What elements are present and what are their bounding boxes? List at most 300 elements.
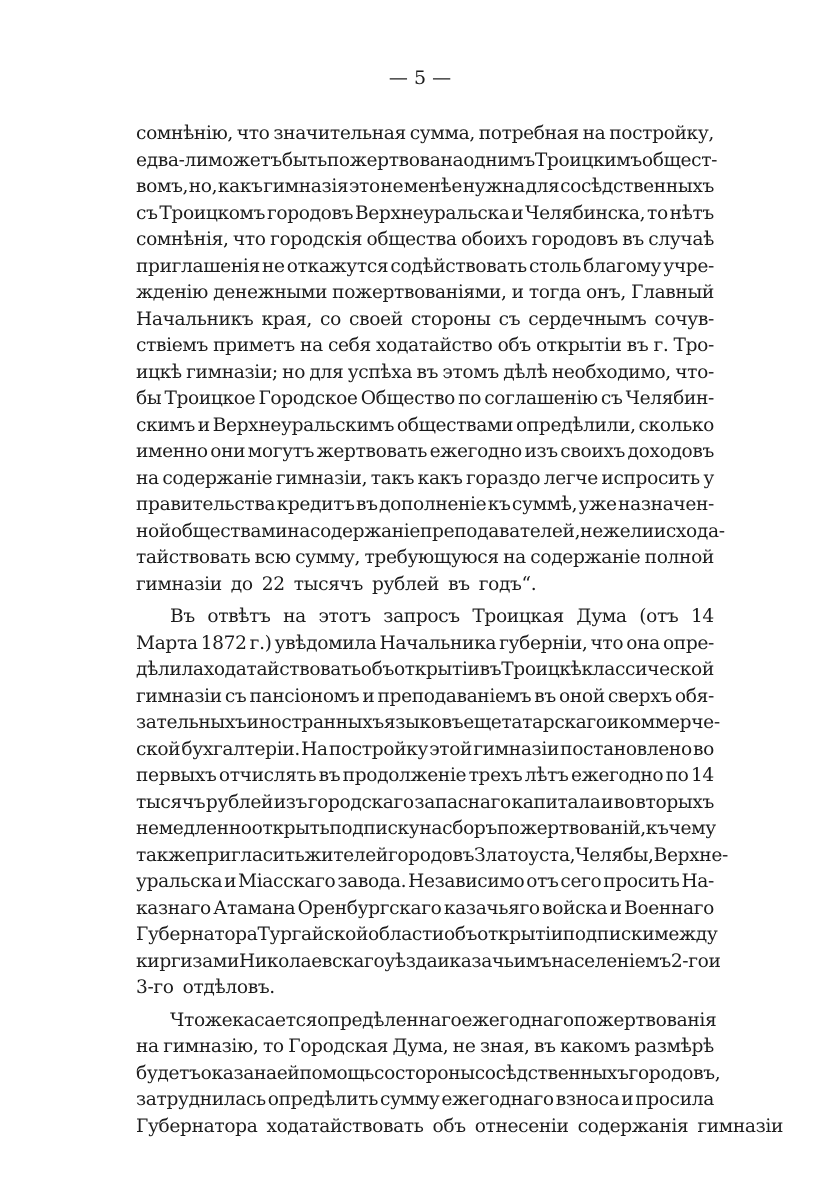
- word: и: [511, 282, 524, 303]
- word: сосѣдственныхъ: [474, 1062, 629, 1084]
- word: сочув-: [654, 308, 714, 330]
- word: открытіи: [393, 659, 480, 680]
- word: Главный: [631, 282, 714, 303]
- word: обществами: [170, 520, 288, 542]
- word: казачьяго: [443, 897, 540, 919]
- word: то: [647, 202, 668, 224]
- text-line: [136, 737, 714, 764]
- word: правительства: [136, 494, 276, 515]
- word: едва-ли: [136, 149, 209, 171]
- word: и: [609, 897, 622, 919]
- word: губерніи,: [499, 632, 588, 654]
- text-line: [136, 896, 714, 923]
- word: ходатайство: [376, 335, 493, 356]
- word: Губернатора: [136, 1115, 258, 1137]
- text-line: [136, 121, 714, 148]
- word: дополненіе: [379, 494, 487, 515]
- text-line: [136, 360, 714, 387]
- word: Оренбургскаго: [297, 897, 442, 919]
- word: дѣлѣ: [503, 361, 548, 383]
- word: продолженіе: [342, 765, 467, 786]
- word: подписку: [329, 818, 420, 839]
- text-line: [136, 869, 714, 896]
- word: городовъ: [266, 202, 354, 224]
- text-line: [136, 1008, 717, 1035]
- word: городовъ: [531, 229, 618, 250]
- word: Общество: [360, 388, 456, 409]
- word: во: [692, 738, 714, 760]
- word: просила: [635, 1089, 714, 1110]
- word: по: [458, 388, 482, 409]
- word: постройку,: [609, 123, 714, 144]
- word: объ: [360, 659, 394, 680]
- text-line: [136, 545, 714, 572]
- word: г.: [653, 335, 669, 356]
- word: жденію: [136, 282, 208, 303]
- word: Міасскаго: [238, 871, 336, 892]
- word: и: [197, 414, 210, 436]
- word: запросъ: [383, 606, 460, 627]
- word: обя-: [674, 685, 714, 707]
- word: нѣтъ: [669, 202, 714, 224]
- word: гимназію,: [163, 1036, 259, 1057]
- word: открытіи: [535, 335, 622, 356]
- word: что-: [675, 361, 714, 383]
- word: пожертвованіями,: [332, 282, 507, 303]
- text-line: [136, 519, 725, 546]
- word: 1872: [200, 632, 247, 654]
- text-line: [136, 227, 714, 254]
- word: зательныхъ: [136, 712, 247, 733]
- word: зная,: [480, 1036, 530, 1057]
- word: къ: [487, 494, 511, 515]
- word: потребная: [478, 123, 579, 144]
- word: этомъ: [442, 361, 499, 383]
- word: могутъ: [247, 441, 315, 462]
- word: содержаніе: [310, 520, 421, 542]
- word: объ: [443, 924, 478, 945]
- word: оказана: [200, 1062, 277, 1084]
- word: сего: [560, 871, 602, 892]
- word: постройку: [328, 738, 429, 760]
- word: завода.: [337, 871, 407, 892]
- word: нужна: [462, 176, 525, 197]
- word: тогда: [528, 282, 581, 303]
- word: что: [232, 229, 266, 250]
- word: обществами: [396, 414, 514, 436]
- word: въ: [448, 573, 470, 595]
- word: Троицкое: [164, 388, 256, 409]
- word: коммерче-: [618, 712, 720, 733]
- word: на: [283, 606, 306, 627]
- text-line: [136, 763, 714, 790]
- word: отдѣловъ.: [182, 977, 275, 998]
- word: постановлено: [560, 738, 692, 760]
- word: Въ: [170, 606, 195, 627]
- word: открыть: [251, 818, 330, 839]
- word: стороны: [394, 1062, 475, 1084]
- word: она: [626, 632, 660, 654]
- word: Тургайской: [257, 924, 369, 945]
- word: нежели: [580, 520, 654, 542]
- word: вомъ,: [136, 176, 189, 197]
- word: Марта: [136, 632, 198, 654]
- word: исхода-: [653, 520, 725, 542]
- word: Челябы,: [575, 844, 654, 866]
- word: себя: [327, 335, 371, 356]
- word: лѣтъ: [524, 765, 569, 786]
- word: и: [437, 950, 450, 972]
- word: городскаго: [307, 791, 414, 813]
- word: трехъ: [468, 765, 523, 786]
- text-line: [136, 201, 714, 228]
- word: гимназіи,: [275, 467, 368, 489]
- word: на: [419, 818, 443, 839]
- word: сумму: [379, 1089, 440, 1110]
- word: и: [708, 950, 721, 972]
- word: въ: [479, 659, 502, 680]
- word: суммѣ,: [511, 494, 578, 515]
- word: Дума,: [392, 1036, 449, 1057]
- word: сомнѣнію,: [136, 123, 233, 144]
- word: 14: [690, 765, 714, 786]
- text-line: [136, 254, 714, 281]
- word: изъ: [273, 791, 308, 813]
- word: сумму,: [295, 547, 361, 568]
- word: Губернатора: [136, 924, 258, 945]
- word: городскія: [270, 229, 363, 250]
- word: тысячъ: [136, 791, 206, 813]
- word: на: [136, 1036, 159, 1057]
- word: Троицкѣ: [501, 659, 582, 680]
- word: Что: [170, 1009, 205, 1031]
- word: тайствовать: [136, 547, 251, 568]
- word: соглашенію: [484, 388, 598, 409]
- text-line: [136, 816, 714, 843]
- word: преподаваніемъ: [377, 685, 532, 707]
- word: опредѣленнаго: [317, 1009, 462, 1031]
- page-number: — 5 —: [388, 67, 452, 89]
- text-line: [136, 466, 714, 493]
- text-line: [136, 1114, 784, 1141]
- word: до: [230, 573, 253, 595]
- word: именно: [136, 441, 208, 462]
- word: своей: [349, 308, 403, 330]
- word: онъ,: [586, 282, 626, 303]
- word: легче: [543, 467, 598, 489]
- word: на: [582, 123, 606, 144]
- word: отчислять: [218, 765, 317, 786]
- word: края,: [261, 308, 312, 330]
- word: взноса: [555, 1089, 620, 1110]
- word: содѣйствовать: [390, 255, 527, 277]
- word: въ: [416, 361, 439, 383]
- word: уже: [578, 494, 617, 515]
- word: то: [262, 1036, 284, 1057]
- word: гораздо: [465, 467, 541, 489]
- word: на: [503, 547, 526, 568]
- text-line: [136, 1034, 714, 1061]
- word: пансіономъ: [249, 685, 360, 707]
- word: 14: [690, 606, 714, 627]
- word: увѣдомила: [274, 632, 377, 654]
- word: Атамана: [213, 897, 296, 919]
- word: жертвовать: [316, 441, 428, 462]
- word: тысячъ: [293, 573, 363, 595]
- word: сомнѣнія,: [136, 229, 229, 250]
- word: но: [282, 361, 306, 383]
- word: Военнаго: [624, 897, 714, 919]
- text-line: [136, 492, 714, 519]
- word: ежегоднаго: [441, 1089, 554, 1110]
- word: На: [301, 738, 328, 760]
- word: казнаго: [136, 897, 211, 919]
- text-line: [136, 922, 718, 949]
- word: быть: [281, 149, 327, 171]
- word: ежегодно: [570, 765, 664, 786]
- word: преподавателей,: [420, 520, 581, 542]
- word: пожертвованія: [573, 1009, 717, 1031]
- word: и: [511, 202, 524, 224]
- text-line: [136, 710, 720, 737]
- word: капитала: [511, 791, 601, 813]
- word: отвѣтъ: [207, 606, 271, 627]
- text-line: [136, 439, 714, 466]
- word: и: [362, 685, 375, 707]
- word: гимназіи: [697, 1115, 784, 1137]
- word: опредѣлили,: [516, 414, 636, 436]
- word: иностранныхъ: [246, 712, 384, 733]
- word: что: [236, 123, 270, 144]
- word: на: [136, 467, 159, 489]
- word: какомъ: [560, 1036, 630, 1057]
- word: дѣлила: [136, 659, 204, 680]
- word: испросить: [601, 467, 700, 489]
- word: учре-: [663, 255, 714, 277]
- word: же: [204, 1009, 233, 1031]
- word: запаснаго: [414, 791, 511, 813]
- word: успѣха: [347, 361, 413, 383]
- word: значительная: [273, 123, 406, 144]
- word: Златоуста,: [474, 844, 576, 866]
- word: ежегодно: [429, 441, 522, 462]
- word: приметъ: [213, 335, 295, 356]
- text-line: [136, 1061, 721, 1088]
- word: въ: [356, 494, 378, 515]
- word: сверхъ: [607, 685, 672, 707]
- word: они: [210, 441, 246, 462]
- word: Тро-: [673, 335, 714, 356]
- word: содержаніе: [530, 547, 641, 568]
- word: скимъ: [136, 414, 195, 436]
- word: можетъ: [208, 149, 282, 171]
- word: благому: [583, 255, 662, 277]
- text-line: [136, 843, 728, 870]
- word: первыхъ: [136, 765, 217, 786]
- word: какъ: [217, 176, 263, 197]
- word: этой: [429, 738, 473, 760]
- word: ицкѣ: [136, 361, 182, 383]
- word: пожертвована: [326, 149, 464, 171]
- word: объ: [497, 335, 531, 356]
- word: опредѣлить: [267, 1089, 379, 1110]
- word: и: [606, 712, 619, 733]
- word: рублей: [205, 791, 274, 813]
- text-line: [136, 790, 714, 817]
- word: всю: [254, 547, 291, 568]
- word: Верхнеуральска: [354, 202, 510, 224]
- word: ей: [276, 1062, 300, 1084]
- word: гимназіи: [136, 685, 222, 707]
- word: и: [601, 791, 614, 813]
- word: гимназіи: [136, 573, 222, 595]
- word: но,: [188, 176, 218, 197]
- word: сумма,: [409, 123, 475, 144]
- word: Городское: [258, 388, 358, 409]
- word: городовъ: [387, 844, 475, 866]
- word: языковъ: [383, 712, 464, 733]
- word: для: [309, 361, 344, 383]
- word: менѣе: [403, 176, 463, 197]
- word: чему: [668, 818, 716, 839]
- word: какъ: [417, 467, 463, 489]
- word: въ: [318, 765, 341, 786]
- word: со: [320, 308, 341, 330]
- word: бы: [136, 388, 162, 409]
- word: на: [287, 520, 311, 542]
- word: изъ: [524, 441, 558, 462]
- word: помощь: [299, 1062, 375, 1084]
- text-line: [136, 280, 714, 307]
- word: гимназіи;: [186, 361, 278, 383]
- word: пригласить: [195, 844, 305, 866]
- word: требующуюся: [364, 547, 499, 568]
- text-line: [136, 684, 714, 711]
- word: Троицкимъ: [534, 149, 642, 171]
- word: что: [590, 632, 624, 654]
- word: обоихъ: [461, 229, 528, 250]
- word: войска: [542, 897, 608, 919]
- word: необходимо,: [551, 361, 671, 383]
- word: не: [380, 176, 404, 197]
- word: съ: [136, 202, 158, 224]
- word: будетъ: [136, 1062, 201, 1084]
- word: въ: [534, 685, 556, 707]
- word: общества: [366, 229, 457, 250]
- word: и: [224, 871, 237, 892]
- word: рублей: [371, 573, 440, 595]
- word: съ: [498, 308, 521, 330]
- word: Начальникъ: [136, 308, 254, 330]
- word: такъ: [370, 467, 415, 489]
- word: Независимо: [408, 871, 525, 892]
- word: касается: [232, 1009, 318, 1031]
- word: ходатайствовать: [266, 1115, 424, 1137]
- word: немедленно: [136, 818, 252, 839]
- word: къ: [645, 818, 669, 839]
- word: также: [136, 844, 196, 866]
- word: годъ“.: [478, 573, 537, 595]
- word: Николаевскаго: [238, 950, 385, 972]
- word: въ: [622, 229, 644, 250]
- text-line: [136, 604, 714, 631]
- text-line: [136, 174, 714, 201]
- word: уральска: [136, 871, 223, 892]
- word: въ: [534, 1036, 556, 1057]
- word: кредитъ: [276, 494, 355, 515]
- word: Троицкая: [472, 606, 564, 627]
- word: Челябинска,: [525, 202, 646, 224]
- word: у: [703, 467, 714, 489]
- text-line: [136, 572, 714, 599]
- word: полной: [644, 547, 714, 568]
- word: 22: [261, 573, 285, 595]
- word: сколько: [638, 414, 714, 436]
- word: сборъ: [442, 818, 497, 839]
- word: открытіи: [477, 924, 563, 945]
- word: На-: [681, 871, 714, 892]
- word: не: [452, 1036, 476, 1057]
- word: еще: [463, 712, 502, 733]
- word: ной: [136, 520, 171, 542]
- word: киргизами: [136, 950, 239, 972]
- word: отнесеніи: [474, 1115, 569, 1137]
- word: съ: [224, 685, 247, 707]
- word: подписки: [562, 924, 655, 945]
- word: ской: [136, 738, 181, 760]
- word: на: [300, 335, 323, 356]
- word: ходатайствовать: [203, 659, 361, 680]
- word: г.): [249, 632, 272, 654]
- word: случаѣ: [648, 229, 714, 250]
- word: откажутся: [286, 255, 389, 277]
- word: ежегоднаго: [461, 1009, 574, 1031]
- word: Начальника: [379, 632, 497, 654]
- word: для: [525, 176, 560, 197]
- text-line: [136, 975, 714, 1002]
- text-line: [136, 1087, 714, 1114]
- word: по: [665, 765, 689, 786]
- word: со: [374, 1062, 395, 1084]
- word: содержанія: [577, 1115, 689, 1137]
- text-line: [136, 148, 718, 175]
- word: въ: [626, 335, 649, 356]
- text-line: [136, 386, 714, 413]
- word: Верхне-: [653, 844, 728, 866]
- word: не: [261, 255, 285, 277]
- word: однимъ: [463, 149, 535, 171]
- word: (отъ: [639, 606, 679, 627]
- word: отъ: [526, 871, 559, 892]
- word: татарскаго: [501, 712, 607, 733]
- word: области: [368, 924, 444, 945]
- word: размѣрѣ: [634, 1036, 714, 1057]
- word: 3-го: [136, 977, 174, 998]
- word: просить: [603, 871, 680, 892]
- text-line: [136, 333, 714, 360]
- word: затруднилась: [136, 1089, 266, 1110]
- word: пожертвованій,: [496, 818, 646, 839]
- word: доходовъ: [627, 441, 714, 462]
- word: объ: [432, 1115, 466, 1137]
- word: этотъ: [318, 606, 371, 627]
- word: приглашенія: [136, 255, 260, 277]
- word: опре-: [662, 632, 714, 654]
- word: Верхнеуральскимъ: [212, 414, 395, 436]
- text-line: [136, 657, 714, 684]
- text-line: [136, 631, 714, 658]
- word: 2-го: [670, 950, 709, 972]
